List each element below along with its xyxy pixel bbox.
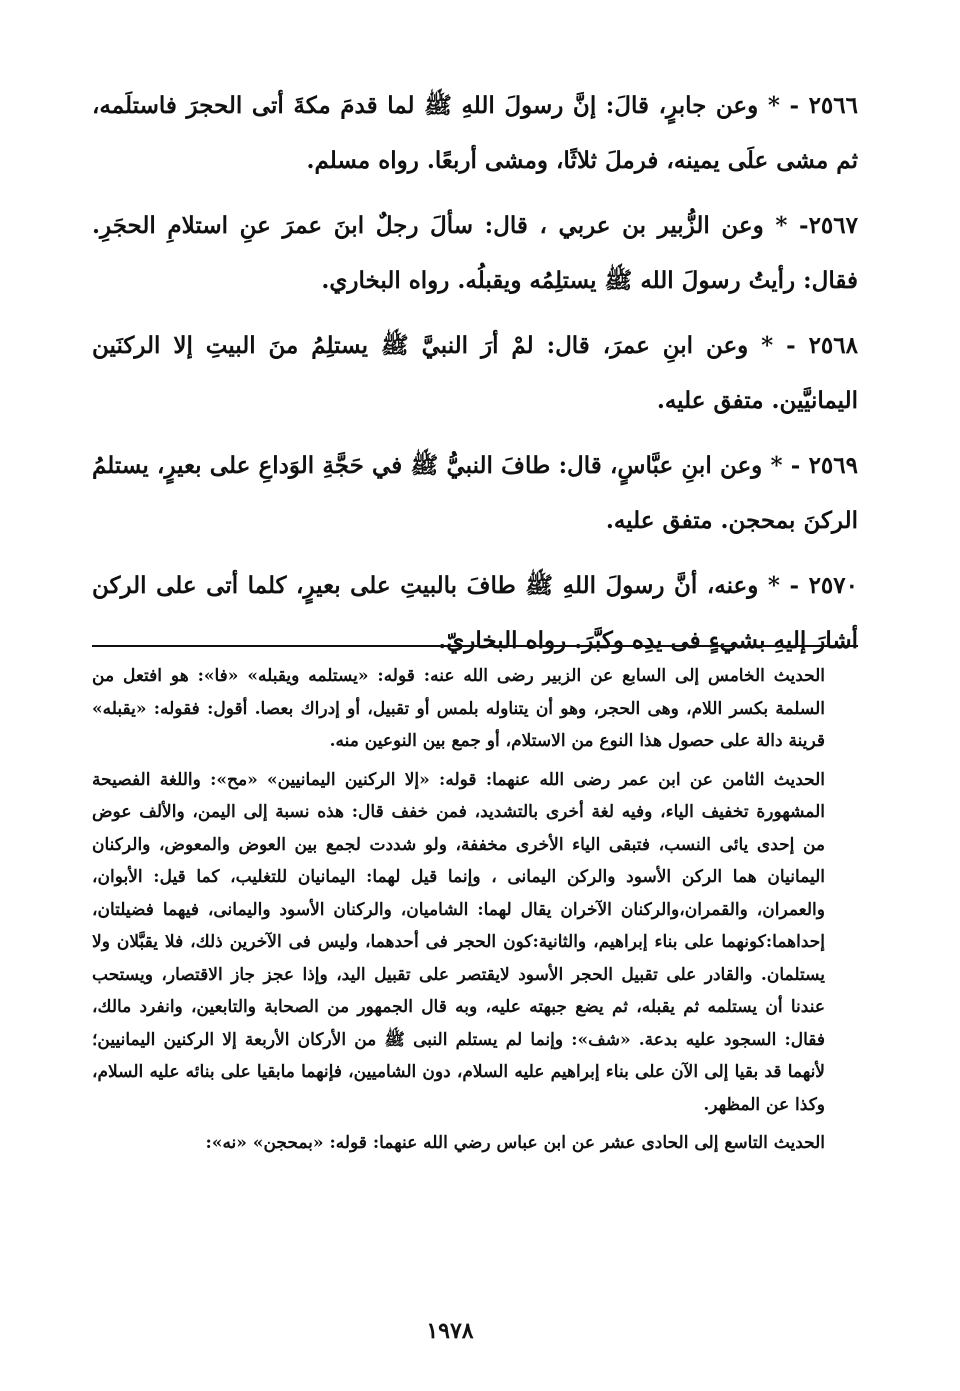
page-number: ١٩٧٨ bbox=[426, 1318, 474, 1344]
commentary-paragraph-2: الحديث الثامن عن ابن عمر رضى الله عنهما: قوله: «إلا الركنين اليمانيين» «مح»: واللغة الفصيحة المشهورة تخفيف الياء، وفيه لغة أخرى بالتشديد، فمن خفف قال: هذه نسبة إلى اليمن، والألف عوض من إحدى يائى النسب، فتبقى الياء الأخرى مخففة، ولو شددت لجمع بين العوض والمعوض، والركنان اليمانيان هما الركن الأسود والركن اليمانى ، وإنما قيل لهما: اليمانيان للتغليب، كما قيل: الأبوان، والعمران، والقمران،والركنان الآخران يقال لهما: الشاميان، والركنان الأسود واليمانى، فيهما فضيلتان، إحداهما:كونهما على بناء إبراهيم، والثانية:كون الحجر فى أحدهما، وليس فى الآخرين ذلك، فلا يقبَّلان ولا يستلمان. والقادر على تقبيل الحجر الأسود لايقتصر على تقبيل اليد، وإذا عجز جاز الاقتصار، ويستحب عندنا أن يستلمه ثم يقبله، ثم يضع جبهته عليه، وبه قال الجمهور من الصحابة والتابعين، وانفرد مالك، فقال: السجود عليه بدعة. «شف»: وإنما لم يستلم النبى ﷺ من الأركان الأربعة إلا الركنين اليمانيين؛ لأنهما قد بقيا إلى الآن على بناء إبراهيم عليه السلام، دون الشاميين، فإنهما مابقيا على بنائه عليه السلام، وكذا عن المظهر. bbox=[92, 769, 825, 1115]
hadith-2569: ٢٥٦٩ - * وعن ابنِ عبَّاسٍ، قال: طافَ النبيُّ ﷺ في حَجَّةِ الوَداعِ على بعيرٍ، يستلمُ الركنَ بمحجن. متفق عليه. bbox=[92, 452, 858, 534]
hadith-2567: ٢٥٦٧- * وعن الزُّبير بن عربي ، قال: سألَ رجلٌ ابنَ عمرَ عنِ استلامِ الحجَرِ. فقال: رأيتُ رسولَ الله ﷺ يستلِمُه ويقبلُه. رواه البخاري. bbox=[92, 212, 858, 294]
footnote-separator bbox=[92, 645, 858, 647]
main-text bbox=[92, 78, 858, 678]
commentary-paragraph-1: الحديث الخامس إلى السابع عن الزبير رضى الله عنه: قوله: «يستلمه ويقبله» «فا»: هو افتعل من السلمة بكسر اللام، وهى الحجر، وهو أن يتناوله بلمس أو تقبيل، أو إدراك بعصا. أقول: فقوله: «يقبله» قرينة دالة على حصول هذا النوع من الاستلام، أو جمع بين النوعين منه. bbox=[92, 666, 825, 751]
hadith-2566: ٢٥٦٦ - * وعن جابرٍ، قالَ: إنَّ رسولَ اللهِ ﷺ لما قدمَ مكةَ أتى الحجرَ فاستلَمه، ثم مشى علَى يمينه، فرملَ ثلاثًا، ومشى أربعًا. رواه مسلم. bbox=[92, 92, 858, 174]
commentary-section bbox=[92, 660, 825, 1166]
commentary-paragraph-3: الحديث التاسع إلى الحادى عشر عن ابن عباس رضي الله عنهما: قوله: «بمحجن» «نه»: bbox=[205, 1133, 825, 1153]
hadith-2570: ٢٥٧٠ - * وعنه، أنَّ رسولَ اللهِ ﷺ طافَ بالبيتِ على بعيرٍ، كلما أتى على الركن أشارَ إليهِ بشيءٍ فى يدِه وكبَّرَ. رواه البخاريّ. bbox=[92, 572, 858, 654]
hadith-2568: ٢٥٦٨ - * وعن ابنِ عمرَ، قال: لمْ أرَ النبيَّ ﷺ يستلِمُ منَ البيتِ إلا الركنَين اليمانيَّين. متفق عليه. bbox=[92, 332, 858, 414]
